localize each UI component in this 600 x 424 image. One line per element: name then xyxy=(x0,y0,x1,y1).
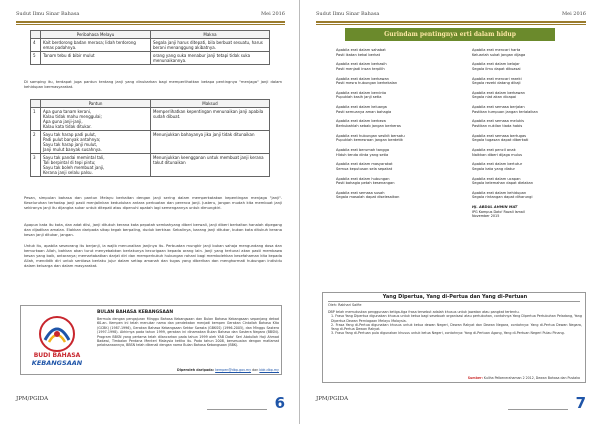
gurindam-stanza xyxy=(336,62,444,71)
gurindam-line: Apabila erat mencari rezeki xyxy=(472,76,522,81)
page-number: 7 xyxy=(575,394,586,412)
gurindam-stanza xyxy=(472,177,582,186)
table-cell: Sayu tak pandai memintal tali, Tali berpintal di tepi pintu; Sayu tak boleh membuat janji, Kerana janji selalu palsu. xyxy=(41,154,151,177)
table-cell: Segala janji harus ditepati, bila berbuat sesuatu, harus berani menanggung akibatnya. xyxy=(151,39,270,52)
gurindam-line: Apabila erat mencari harta xyxy=(472,48,521,52)
bbk-credit-and: dan xyxy=(252,368,259,372)
gurindam-line: Semua keputusan sela sepakat xyxy=(336,166,393,171)
gurindam-column-left xyxy=(336,48,444,205)
gurindam-line: Apabila erat dalam ucapan xyxy=(472,176,521,181)
yang-title: Yang Dipertua, Yang di-Pertua dan Yang di-Pertuan xyxy=(382,294,528,300)
yang-divider xyxy=(328,301,580,302)
gurindam-line: Apabila erat dalam bertutur xyxy=(472,162,523,167)
gurindam-author: HJ. ABDUL AHMIN MAT xyxy=(472,205,518,210)
yang-item: 2. Frasa Yang di-Pertua digunakan khusus untuk ketua dewan Negeri, Dewan Rakyat dan Dewan Negara, contohnya: Yang di-Pertua Dewan Negara, Yang di-Pertua Dewan Rakyat. xyxy=(331,322,582,332)
gurindam-line: Segala niat akan dicapai xyxy=(472,95,517,100)
gurindam-line: Apabila erat dalam belajar xyxy=(472,62,520,67)
gurindam-stanza xyxy=(472,105,582,114)
header-title: Sudut Ilmu Sinar Bahasa xyxy=(316,11,380,17)
table-header xyxy=(31,31,41,39)
gurindam-line: Pupuklah kasih janji setia xyxy=(336,95,382,100)
gurindam-line: Segala kelemahan dapat dielakan xyxy=(472,181,534,186)
gurindam-line: Pupuklah kemesraan jangan berdetik xyxy=(336,138,403,143)
gurindam-line: Apabila erat dalam bercinta xyxy=(336,90,387,95)
bbk-credit-link-email[interactable]: kempen@dbp.gov.my xyxy=(215,368,252,372)
intro-paragraph: Di samping itu, terdapat juga pantun tentang janji yang dinukarkan bagi memperlihatkan betapa pentingnya "menjaga" janji dalam kehidupan bermasyarakat. xyxy=(24,80,282,89)
table-cell: orang yang suka menabur janji tetapi tidak suka menunaikannya. xyxy=(151,52,270,65)
gurindam-stanza xyxy=(336,77,444,86)
table-row xyxy=(31,52,270,65)
gurindam-stanza xyxy=(336,191,444,200)
yang-source-text: Kuliha Pelbenerahaman 2 2012, Dewan Bahasa dan Pustaka xyxy=(483,376,580,380)
gurindam-line: Pasti ikatan kekal berkat xyxy=(336,52,381,57)
table-cell: 1 xyxy=(31,108,41,131)
header-rule-thin xyxy=(16,24,285,25)
table-row xyxy=(31,108,270,131)
gurindam-stanza xyxy=(336,119,444,128)
table-cell: Apa guna tanam kerani, Kalau tidak mahu menggulai; Apa guna janji-janji, Kalau kata tidak ditukar. xyxy=(41,108,151,131)
table-cell: 4 xyxy=(31,39,41,52)
table-header: Makna xyxy=(151,31,270,39)
table-header: Peribahasa Melayu xyxy=(41,31,151,39)
header-date: Mei 2016 xyxy=(261,11,285,17)
bbk-text: Bermula dengan pengajuran Minggu Bahasa Kebangsaan dan Bulan Bahasa Kebangsaan sepanjang dekad 60-an. Kempen ini telah menukar nama dan pendekatan menjadi kempen Gerakan Cintailah Bahasa Kita (GCBK) (1987-1996), Gerakan Bahasa Kebangsaan Sektor Swasta (GBKSS) (1996-2005), dan Minggu Sastera (1997-1998). Akhirnya pada tahun 1999, gerakan ini dinamakan Bulan Bahasa dan Sastera Negara (BBSN). Program BBSN yang pertama telah dilancarkan pada tahun 1999 oleh YAB Dato' Seri Abdullah Haji Ahmad Badawi, Timbalan Perdana Menteri Malaysia ketika itu. Pada tahun 2008, bersesuaian dengan matlamat pelaksanaannya, BBSN telah dikenali dengan nama Bulan Bahasa Kebangsaan (BBK). xyxy=(97,317,279,348)
table-cell: Menunjukkan bahayanya jika janji tidak ditunaikan xyxy=(151,131,270,154)
body-paragraph: Pesan, simpulan bahasa dan pantun Melayu berkaitan dengan janji sering dalam memperkatakan kepentingan menjaga "janji". Keseluruhan terhadap janji pasti menjalinkan kedudukan antara perbuatan dan perenca janji. Justeru, jangan mudah kita membuat janji sekiranya janji itu dijangka sukar untuk ditepati atau dipenuhi apatah lagi semengannya untuk dimungkiri. xyxy=(24,196,282,210)
left-header xyxy=(16,11,285,21)
gurindam-line: Apabila erat dalam berbeza xyxy=(336,119,386,124)
gurindam-stanza xyxy=(472,162,582,171)
gurindam-line: Naikkan diberi dijaga mulus xyxy=(472,152,523,157)
bulan-bahasa-box xyxy=(20,305,282,375)
header-rule xyxy=(316,21,586,23)
table-header: Pantun xyxy=(41,100,151,108)
gurindam-line: Segala kata yang diatur xyxy=(472,166,515,171)
gurindam-line: Keluarlah sukat jangan dijaga xyxy=(472,52,526,57)
gurindam-line: Apabila erat semasa melukis xyxy=(472,119,524,124)
footer-left: JPM/PGIDA xyxy=(316,396,349,402)
header-rule-thin xyxy=(316,24,586,25)
gurindam-line: Apabila erat pencil anak xyxy=(472,147,516,152)
table-row xyxy=(31,131,270,154)
right-page xyxy=(300,0,600,424)
table-cell: Tanam tebu di bibir mulut xyxy=(41,52,151,65)
gurindam-line: Apabila erat dalam kehidupan xyxy=(472,190,527,195)
gurindam-line: Apabila erat dalam berkawan xyxy=(472,90,525,95)
gurindam-stanza xyxy=(336,177,444,186)
table-cell: 3 xyxy=(31,154,41,177)
yang-source-label: Sumber: xyxy=(467,376,483,380)
table-row xyxy=(31,39,270,52)
page-number-rule xyxy=(207,409,267,410)
gurindam-line: Segala ilmu dapat dikuasai xyxy=(472,66,521,71)
header-date: Mei 2016 xyxy=(562,11,586,17)
gurindam-line: Berkubahlah sebab jangan berkeras xyxy=(336,124,401,128)
table-cell: Memperlihatkan kepentingan menunaikan janji apabila sudah dibuat. xyxy=(151,108,270,131)
yang-intro: DBP telah memutuskan penggunaan ketiga-tiga frasa tersebut adalah khusus untuk jawatan atau pangkat tertentu. xyxy=(328,310,520,314)
body-paragraph: Untuk itu, apabila seseorang itu berjanji, ia wajib menunaikan janjinya itu. Perbuatan mungkir janji bukan sahaja mengundang dosa dan kemurkaan Allah, bahkan akan turut menyebabkan berlakunya kecurigaan kepada orang lain. Janji yang tertunai akan pasti membawa kesan yang baik, antaranya; memartabatkan darjat diri dan memperkukuh hubungan rohani bagi membolehkan kesefahaman kita kepada Allah, mendidik diri untuk sentiasa berlaku jujur dalam setiap amanah dan tugas yang diberikan dan menghormati hubungan individu dalam keluarga dan dalam masyarakat. xyxy=(24,244,282,268)
gurindam-line: Pasti bahagia petah kesenangan xyxy=(336,181,395,186)
gurindam-line: Segala rintangan dapat diharungi xyxy=(472,195,533,200)
gurindam-line: Apabila erat semasa berjalan xyxy=(472,105,525,110)
gurindam-line: Pastikan tumpuan jangan terlalaikan xyxy=(472,109,538,114)
table-cell: Kait berdorong badan merasa; lidah terdorong emas padahnya. xyxy=(41,39,151,52)
page-number: 6 xyxy=(274,394,285,412)
gurindam-stanza xyxy=(472,77,582,86)
yang-dipertua-box xyxy=(322,292,586,383)
gurindam-line: Apabila erat dalam hubungan xyxy=(336,176,390,181)
gurindam-line: Apabila erat semasa bertugas xyxy=(472,133,527,138)
body-paragraph: Apapun kata itu kota, dan adat diisi, janji ditukuh kerana kata pepatah sembahyang diberi berwali, janji diberi berkaitan hanalah dipegang dan dijadikan amalan. Elakkan daripada sikap tegak berpaling, duduk berkisar. Sebalinya, barang janji ditukar, bukan kata ditukuh kerana kesan janji ditukar, jangan. xyxy=(24,223,282,237)
table-cell: Menunjukkan keengganan untuk membuat janji kerana takut ditunaikan xyxy=(151,154,270,177)
gurindam-line: Apabila erat dalam keluarga xyxy=(336,105,387,110)
gurindam-line: Pasti semuanya aman bahagia xyxy=(336,109,392,114)
gurindam-stanza xyxy=(336,148,444,157)
gurindam-stanza xyxy=(472,191,582,200)
bbk-logo-caption-1: BUDI BAHASA xyxy=(33,352,81,359)
bbk-logo-caption-2: KEBANGSAAN xyxy=(31,359,83,367)
gurindam-line: Segala masalah dapat diselesaikan xyxy=(336,195,400,200)
table-cell: Sayu tak harap padi pulut, Padi pulut banyak antahnya; Sayu tak harap janji mulut, Janji mulut banyak susahnya. xyxy=(41,131,151,154)
gurindam-line: Pastikan nukilan tiada habis xyxy=(472,124,523,128)
right-header xyxy=(316,11,586,21)
gurindam-line: Segala rezeki datang dikaji xyxy=(472,81,521,86)
gurindam-stanza xyxy=(336,91,444,100)
gurindam-line: Apabila erat dalam sahabat xyxy=(336,48,386,52)
pantun-table xyxy=(30,99,270,177)
peribahasa-table xyxy=(30,30,270,65)
gurindam-stanza xyxy=(336,134,444,143)
gurindam-stanza xyxy=(472,91,582,100)
header-rule xyxy=(16,21,285,23)
bbk-credit-link-site[interactable]: bbk.dbp.my xyxy=(259,368,279,372)
gurindam-banner: Gurindam pentingnya erti dalam hidup xyxy=(345,28,555,41)
bbk-credit-prefix: Diperoleh daripada: xyxy=(177,368,215,372)
bbk-logo xyxy=(25,312,89,368)
header-title: Sudut Ilmu Sinar Bahasa xyxy=(16,11,80,17)
bbk-title: BULAN BAHASA KEBANGSAAN xyxy=(97,310,174,315)
gurindam-line: Pasti menjadi insan terpilih xyxy=(336,66,385,71)
gurindam-line: Apabila erat berumah tangga xyxy=(336,147,390,152)
table-cell: 2 xyxy=(31,131,41,154)
yang-body xyxy=(328,310,582,336)
gurindam-stanza xyxy=(336,48,444,57)
gurindam-stanza xyxy=(472,119,582,128)
table-cell: 5 xyxy=(31,52,41,65)
gurindam-stanza xyxy=(336,105,444,114)
gurindam-line: Hiduh tenda dinta yang setia xyxy=(336,152,389,157)
gurindam-author-date: November 2015 xyxy=(472,214,500,219)
gurindam-line: Pasti mesra hubungan berkekalan xyxy=(336,81,398,86)
page-number-rule xyxy=(508,409,568,410)
table-row xyxy=(31,154,270,177)
gurindam-line: Apabila erat dalam berkawan xyxy=(336,76,389,81)
gurindam-stanza xyxy=(336,162,444,171)
table-header xyxy=(31,100,41,108)
yang-author: Oleh: Rakhari Saifie xyxy=(328,303,362,307)
yang-item: 3. Frasa Yang di-Pertuan pula digunakan khusus untuk ketua Negeri, contohnya: Yang di-Pertuan Agong, Yang di-Pertuan Negeri Pulau Pinang. xyxy=(331,331,565,336)
gurindam-line: Apabila erat dalam masyarakat xyxy=(336,162,393,167)
bbk-credit xyxy=(97,368,279,372)
gurindam-stanza xyxy=(472,134,582,143)
yang-source xyxy=(468,376,580,380)
gurindam-line: Apabila erat hubungan sesikit bersatu xyxy=(336,133,405,138)
table-header: Maksud xyxy=(151,100,270,108)
gurindam-column-right xyxy=(472,48,582,219)
gurindam-stanza xyxy=(472,148,582,157)
yang-item: 1. Frasa Yang Dipertua digunakan khusus untuk ketua bagi sesebuah organisasi atau pertubuhan, contohnya Yang Dipertua Pertubuhan Peladang, Yang Dipertua Dewan Perniagaan Melayu Malaysia. xyxy=(331,314,582,323)
gurindam-line: Apabila erat dalam berkasih xyxy=(336,62,387,67)
gurindam-line: Apabila erat semasa susah xyxy=(336,190,385,195)
gurindam-stanza xyxy=(472,62,582,71)
gurindam-author-org: IPG Kampus Dato' Razali Ismail xyxy=(472,209,525,214)
gurindam-line: Segala tugasan dapat diberkati xyxy=(472,138,529,143)
footer-left: JPM/PGIDA xyxy=(16,396,49,402)
gurindam-stanza xyxy=(472,48,582,57)
